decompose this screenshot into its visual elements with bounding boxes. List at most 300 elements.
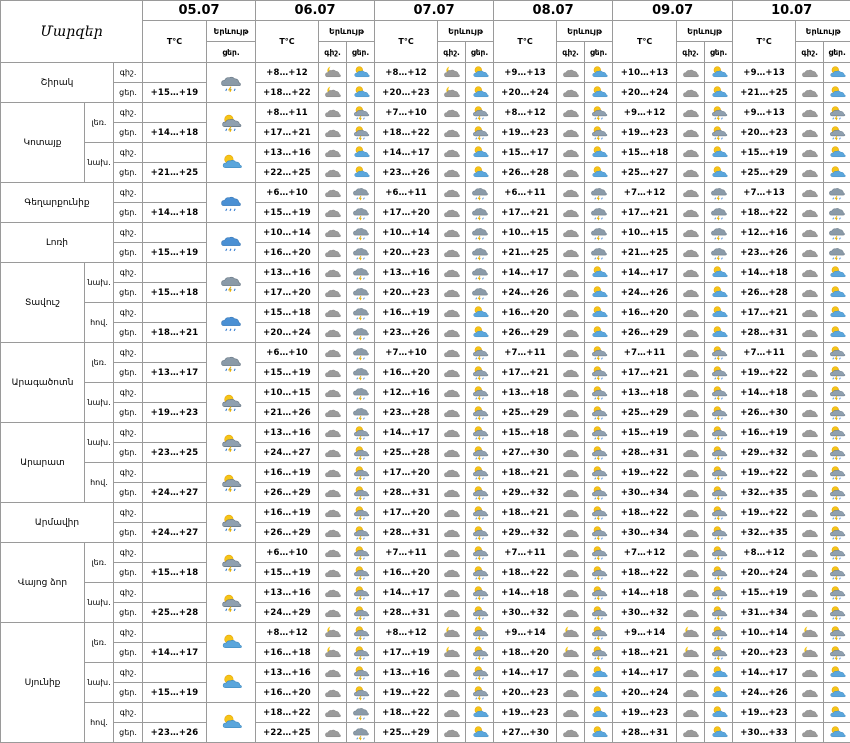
phenomenon-header: Երևույթ — [796, 21, 850, 42]
subzone-label: հով. — [85, 463, 114, 503]
sun-rain-thunder-icon — [469, 405, 491, 421]
temp-day: +27…+30 — [494, 443, 557, 463]
temp-header: T°C — [143, 21, 207, 63]
cloudy-icon — [441, 245, 463, 261]
partly-cloudy-icon — [469, 85, 491, 101]
temp-night: +17…+21 — [733, 303, 796, 323]
cloudy-icon — [680, 345, 702, 361]
temp-day: +13…+17 — [143, 363, 207, 383]
temp-night-empty — [143, 343, 207, 363]
temp-header: T°C — [375, 21, 438, 63]
rain-thunder-icon — [350, 325, 372, 341]
temp-night-empty — [143, 263, 207, 283]
cloudy-icon — [799, 145, 821, 161]
cloudy-icon — [560, 465, 582, 481]
temp-day: +25…+29 — [733, 163, 796, 183]
table-row — [1, 443, 850, 463]
temp-night-empty — [143, 183, 207, 203]
sun-rain-thunder-icon — [826, 385, 848, 401]
sun-cloud-icon — [469, 705, 491, 721]
cloudy-icon — [680, 585, 702, 601]
time-night-label: գիշ. — [114, 383, 143, 403]
cloudy-icon — [441, 605, 463, 621]
sun-rain-thunder-icon — [826, 585, 848, 601]
sun-rain-thunder-icon — [350, 625, 372, 641]
subzone-label: հով. — [85, 703, 114, 743]
day-header: ցեր. — [585, 42, 613, 63]
temp-night: +8…+11 — [256, 103, 319, 123]
temp-day: +15…+18 — [143, 283, 207, 303]
cloudy-icon — [441, 185, 463, 201]
rain-thunder-icon — [350, 185, 372, 201]
rain-thunder-icon — [350, 265, 372, 281]
time-night-label: գիշ. — [114, 703, 143, 723]
regions-header: Մարզեր — [1, 1, 143, 63]
partly-cloudy-icon — [826, 165, 848, 181]
cloudy-icon — [560, 145, 582, 161]
cloudy-icon — [799, 245, 821, 261]
temp-day: +30…+34 — [613, 523, 677, 543]
cloudy-icon — [441, 445, 463, 461]
sun-rain-thunder-icon — [469, 605, 491, 621]
temp-night: +14…+17 — [375, 583, 438, 603]
cloudy-icon — [441, 165, 463, 181]
temp-night: +12…+16 — [375, 383, 438, 403]
temp-day: +24…+27 — [256, 443, 319, 463]
sun-rain-thunder-icon — [588, 405, 610, 421]
temp-night: +19…+23 — [494, 703, 557, 723]
sun-rain-thunder-icon — [588, 605, 610, 621]
temp-night: +13…+16 — [256, 263, 319, 283]
table-row — [1, 683, 850, 703]
temp-day: +20…+24 — [494, 83, 557, 103]
temp-day: +18…+22 — [494, 563, 557, 583]
temp-day: +16…+20 — [375, 363, 438, 383]
sun-rain-thunder-icon — [826, 605, 848, 621]
sun-cloud-icon — [708, 665, 730, 681]
sun-cloud-icon — [218, 153, 244, 173]
night-header: գիշ. — [557, 42, 585, 63]
partly-cloudy-night-icon — [441, 65, 463, 81]
sun-rain-thunder-icon — [350, 645, 372, 661]
cloudy-icon — [680, 85, 702, 101]
cloudy-icon — [322, 545, 344, 561]
temp-day: +17…+21 — [494, 203, 557, 223]
partly-cloudy-icon — [469, 305, 491, 321]
temp-night: +14…+17 — [494, 263, 557, 283]
temp-night: +15…+18 — [613, 143, 677, 163]
cloudy-icon — [441, 365, 463, 381]
temp-day: +18…+22 — [613, 563, 677, 583]
cloudy-icon — [441, 545, 463, 561]
sun-rain-thunder-icon — [588, 525, 610, 541]
table-row — [1, 63, 850, 83]
temp-day: +19…+23 — [494, 123, 557, 143]
sun-rain-thunder-icon — [469, 345, 491, 361]
sun-rain-thunder-icon — [469, 685, 491, 701]
time-night-label: գիշ. — [114, 623, 143, 643]
cloudy-icon — [560, 105, 582, 121]
temp-night: +12…+16 — [733, 223, 796, 243]
cloudy-icon — [680, 705, 702, 721]
sun-rain-thunder-icon — [708, 425, 730, 441]
temp-day: +20…+23 — [375, 243, 438, 263]
subzone-label: նախ. — [85, 663, 114, 703]
temp-day: +16…+20 — [375, 563, 438, 583]
temp-day: +17…+21 — [613, 363, 677, 383]
sun-rain-thunder-icon — [588, 505, 610, 521]
sun-cloud-icon — [588, 705, 610, 721]
temp-day: +26…+29 — [494, 323, 557, 343]
sun-rain-thunder-icon — [826, 405, 848, 421]
sun-rain-thunder-icon — [588, 585, 610, 601]
temp-day: +29…+32 — [494, 483, 557, 503]
time-night-label: գիշ. — [114, 583, 143, 603]
partly-cloudy-icon — [588, 325, 610, 341]
temp-day: +15…+19 — [143, 683, 207, 703]
temp-night: +13…+18 — [494, 383, 557, 403]
region-name: Արարատ — [1, 423, 85, 503]
cloudy-icon — [680, 185, 702, 201]
cloudy-icon — [441, 225, 463, 241]
temp-night: +18…+21 — [494, 503, 557, 523]
temp-night: +10…+15 — [256, 383, 319, 403]
cloudy-icon — [680, 725, 702, 741]
table-row — [1, 163, 850, 183]
temp-day: +20…+23 — [733, 123, 796, 143]
table-row — [1, 363, 850, 383]
temp-night: +8…+12 — [256, 623, 319, 643]
cloudy-icon — [322, 685, 344, 701]
temp-night: +18…+22 — [375, 703, 438, 723]
subzone-label: նախ. — [85, 143, 114, 183]
cloudy-icon — [560, 725, 582, 741]
time-night-label: գիշ. — [114, 343, 143, 363]
cloudy-icon — [799, 605, 821, 621]
cloudy-icon — [799, 505, 821, 521]
sun-cloud-icon — [708, 685, 730, 701]
rain-thunder-icon — [469, 245, 491, 261]
temp-night: +16…+19 — [375, 303, 438, 323]
temp-day: +30…+32 — [613, 603, 677, 623]
rain-thunder-icon — [350, 245, 372, 261]
sun-rain-thunder-icon — [469, 465, 491, 481]
cloudy-icon — [322, 465, 344, 481]
cloudy-icon — [799, 405, 821, 421]
cloudy-icon — [441, 325, 463, 341]
cloudy-icon — [799, 345, 821, 361]
temp-night-empty — [143, 623, 207, 643]
cloudy-icon — [799, 425, 821, 441]
date-header: 06.07 — [256, 1, 375, 21]
cloudy-icon — [799, 225, 821, 241]
rain-thunder-icon — [588, 225, 610, 241]
table-row — [1, 183, 850, 203]
cloudy-icon — [441, 145, 463, 161]
cloudy-icon — [799, 265, 821, 281]
temp-night: +19…+22 — [613, 463, 677, 483]
rain-thunder-icon — [218, 73, 244, 93]
rain-thunder-icon — [469, 185, 491, 201]
cloudy-icon — [322, 265, 344, 281]
temp-day: +17…+20 — [256, 283, 319, 303]
sun-rain-thunder-icon — [826, 625, 848, 641]
temp-day: +15…+19 — [256, 203, 319, 223]
sun-rain-thunder-icon — [350, 465, 372, 481]
table-row — [1, 643, 850, 663]
rain-thunder-icon — [350, 725, 372, 741]
temp-day: +17…+21 — [256, 123, 319, 143]
time-day-label: ցեր. — [114, 523, 143, 543]
temp-day: +27…+30 — [494, 723, 557, 743]
cloudy-icon — [560, 365, 582, 381]
table-row — [1, 303, 850, 323]
sun-rain-thunder-icon — [218, 593, 244, 613]
temp-day: +29…+32 — [494, 523, 557, 543]
partly-cloudy-night-icon — [441, 85, 463, 101]
sun-rain-thunder-icon — [218, 473, 244, 493]
day-header: ցեր. — [347, 42, 375, 63]
temp-day: +18…+20 — [494, 643, 557, 663]
sun-rain-thunder-icon — [350, 505, 372, 521]
partly-cloudy-night-icon — [322, 65, 344, 81]
cloudy-icon — [560, 585, 582, 601]
partly-cloudy-icon — [708, 265, 730, 281]
temp-day: +21…+25 — [494, 243, 557, 263]
subzone-label: նախ. — [85, 383, 114, 423]
temp-night: +14…+18 — [733, 383, 796, 403]
sun-rain-thunder-icon — [350, 545, 372, 561]
phenomenon-header: Երևույթ — [319, 21, 375, 42]
table-row — [1, 383, 850, 403]
cloudy-icon — [322, 565, 344, 581]
cloudy-icon — [322, 125, 344, 141]
sun-rain-thunder-icon — [350, 605, 372, 621]
cloudy-icon — [322, 705, 344, 721]
time-day-label: ցեր. — [114, 603, 143, 623]
temp-night: +18…+22 — [256, 703, 319, 723]
temp-day: +15…+18 — [143, 563, 207, 583]
rain-icon — [218, 193, 244, 213]
day-header: ցեր. — [466, 42, 494, 63]
cloudy-icon — [799, 125, 821, 141]
partly-cloudy-icon — [588, 165, 610, 181]
rain-thunder-icon — [350, 345, 372, 361]
temp-night: +17…+20 — [375, 463, 438, 483]
rain-thunder-icon — [588, 185, 610, 201]
time-day-label: ցեր. — [114, 363, 143, 383]
sun-rain-thunder-icon — [708, 625, 730, 641]
temp-day: +20…+23 — [733, 643, 796, 663]
temp-night: +13…+16 — [256, 423, 319, 443]
partly-cloudy-icon — [218, 713, 244, 733]
region-name: Շիրակ — [1, 63, 114, 103]
partly-cloudy-night-icon — [560, 645, 582, 661]
cloudy-icon — [799, 185, 821, 201]
temp-day: +23…+26 — [143, 723, 207, 743]
temp-night-empty — [143, 543, 207, 563]
partly-cloudy-night-icon — [799, 625, 821, 641]
temp-night: +7…+11 — [613, 343, 677, 363]
sun-cloud-icon — [588, 725, 610, 741]
time-night-label: գիշ. — [114, 303, 143, 323]
temp-day: +19…+23 — [143, 403, 207, 423]
phenomenon-header: Երևույթ — [438, 21, 494, 42]
partly-cloudy-icon — [588, 285, 610, 301]
subzone-label: լեռ. — [85, 543, 114, 583]
temp-day: +17…+19 — [375, 643, 438, 663]
partly-cloudy-icon — [469, 65, 491, 81]
temp-header: T°C — [494, 21, 557, 63]
temp-night: +10…+14 — [375, 223, 438, 243]
sun-rain-thunder-icon — [826, 125, 848, 141]
cloudy-icon — [680, 525, 702, 541]
day-header: ցեր. — [207, 42, 256, 63]
cloudy-icon — [560, 225, 582, 241]
temp-day: +24…+29 — [256, 603, 319, 623]
temp-night: +13…+16 — [256, 143, 319, 163]
temp-night: +16…+19 — [256, 503, 319, 523]
sun-rain-thunder-icon — [469, 485, 491, 501]
cloudy-icon — [322, 285, 344, 301]
temp-day: +20…+23 — [375, 83, 438, 103]
sun-rain-thunder-icon — [708, 585, 730, 601]
temp-night: +15…+18 — [256, 303, 319, 323]
cloudy-icon — [560, 505, 582, 521]
sun-rain-thunder-icon — [826, 465, 848, 481]
rain-thunder-icon — [218, 273, 244, 293]
table-row — [1, 403, 850, 423]
cloudy-icon — [799, 465, 821, 481]
sun-rain-thunder-icon — [588, 345, 610, 361]
region-name: Լոռի — [1, 223, 114, 263]
time-day-label: ցեր. — [114, 163, 143, 183]
cloudy-icon — [680, 425, 702, 441]
temp-night: +6…+10 — [256, 183, 319, 203]
cloudy-icon — [680, 485, 702, 501]
date-header: 09.07 — [613, 1, 733, 21]
cloudy-icon — [322, 225, 344, 241]
temp-day: +18…+21 — [613, 643, 677, 663]
cloudy-icon — [560, 285, 582, 301]
temp-day: +29…+32 — [733, 443, 796, 463]
night-header: գիշ. — [319, 42, 347, 63]
cloudy-icon — [322, 325, 344, 341]
sun-rain-thunder-icon — [708, 645, 730, 661]
partly-cloudy-night-icon — [680, 625, 702, 641]
temp-day: +26…+29 — [256, 483, 319, 503]
temp-header: T°C — [733, 21, 796, 63]
temp-day: +23…+25 — [143, 443, 207, 463]
temp-day: +23…+26 — [375, 323, 438, 343]
sun-rain-thunder-icon — [708, 125, 730, 141]
partly-cloudy-icon — [350, 85, 372, 101]
table-row — [1, 263, 850, 283]
temp-day: +24…+27 — [143, 483, 207, 503]
sun-rain-thunder-icon — [826, 345, 848, 361]
cloudy-icon — [680, 65, 702, 81]
time-night-label: գիշ. — [114, 63, 143, 83]
cloudy-icon — [560, 665, 582, 681]
temp-day: +22…+25 — [256, 163, 319, 183]
partly-cloudy-icon — [708, 325, 730, 341]
time-night-label: գիշ. — [114, 503, 143, 523]
phenomenon-header: Երևույթ — [557, 21, 613, 42]
temp-night: +16…+20 — [494, 303, 557, 323]
cloudy-icon — [799, 665, 821, 681]
partly-cloudy-icon — [826, 285, 848, 301]
cloudy-icon — [322, 425, 344, 441]
temp-day: +25…+29 — [494, 403, 557, 423]
rain-thunder-icon — [588, 245, 610, 261]
partly-cloudy-icon — [588, 305, 610, 321]
phenomenon-header: Երևույթ — [207, 21, 256, 42]
temp-night: +13…+16 — [375, 263, 438, 283]
temp-night: +19…+23 — [733, 703, 796, 723]
cloudy-icon — [322, 445, 344, 461]
sun-rain-thunder-icon — [588, 125, 610, 141]
temp-day: +24…+27 — [143, 523, 207, 543]
partly-cloudy-icon — [588, 65, 610, 81]
temp-night: +8…+12 — [375, 623, 438, 643]
temp-night-empty — [143, 383, 207, 403]
sun-rain-thunder-icon — [708, 545, 730, 561]
subzone-label: նախ. — [85, 583, 114, 623]
sun-cloud-icon — [826, 665, 848, 681]
night-header: գիշ. — [796, 42, 824, 63]
sun-rain-thunder-icon — [218, 433, 244, 453]
temp-day: +31…+34 — [733, 603, 796, 623]
table-row — [1, 623, 850, 643]
temp-night: +13…+16 — [256, 583, 319, 603]
cloudy-icon — [680, 165, 702, 181]
temp-night: +9…+13 — [494, 63, 557, 83]
partly-cloudy-icon — [708, 65, 730, 81]
temp-day: +28…+31 — [375, 483, 438, 503]
time-night-label: գիշ. — [114, 183, 143, 203]
temp-day: +25…+27 — [613, 163, 677, 183]
cloudy-icon — [799, 305, 821, 321]
rain-thunder-icon — [350, 365, 372, 381]
sun-rain-thunder-icon — [350, 425, 372, 441]
temp-day: +17…+21 — [494, 363, 557, 383]
sun-cloud-icon — [350, 145, 372, 161]
cloudy-icon — [441, 345, 463, 361]
sun-cloud-icon — [826, 685, 848, 701]
cloudy-icon — [680, 105, 702, 121]
table-row — [1, 603, 850, 623]
region-name: Վայոց ձոր — [1, 543, 85, 623]
cloudy-icon — [441, 285, 463, 301]
temp-night: +15…+19 — [733, 583, 796, 603]
sun-rain-thunder-icon — [469, 565, 491, 581]
day-header: ցեր. — [824, 42, 850, 63]
temp-day: +24…+26 — [733, 683, 796, 703]
cloudy-icon — [560, 185, 582, 201]
partly-cloudy-icon — [350, 65, 372, 81]
sun-rain-thunder-icon — [708, 605, 730, 621]
table-row — [1, 323, 850, 343]
sun-rain-thunder-icon — [469, 425, 491, 441]
sun-rain-thunder-icon — [350, 525, 372, 541]
partly-cloudy-icon — [588, 265, 610, 281]
temp-header: T°C — [613, 21, 677, 63]
sun-rain-thunder-icon — [350, 565, 372, 581]
table-row — [1, 83, 850, 103]
sun-rain-thunder-icon — [350, 125, 372, 141]
rain-thunder-icon — [350, 305, 372, 321]
temp-night: +8…+12 — [733, 543, 796, 563]
